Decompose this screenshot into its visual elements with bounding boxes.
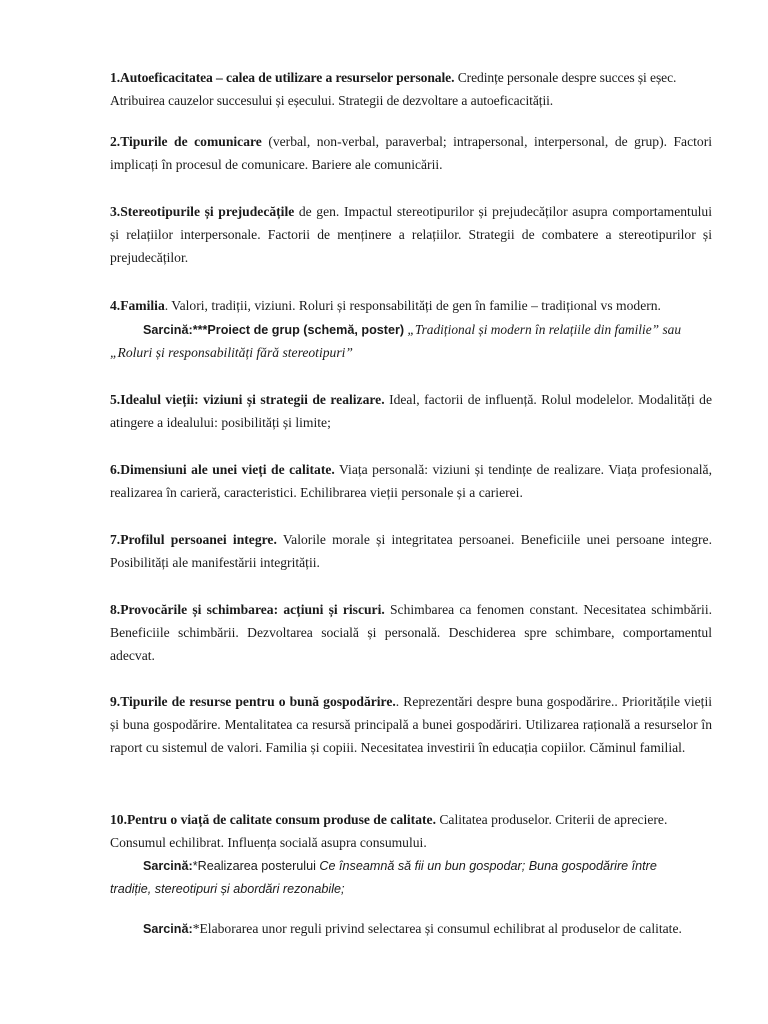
topic-4-text: . Valori, tradiții, viziuni. Roluri și responsabilități de gen în familie – tradițional vs modern. [164, 298, 661, 313]
task-1-bold: ***Proiect de grup (schemă, poster) [192, 323, 405, 337]
topic-10 [110, 808, 712, 854]
topic-5 [110, 388, 712, 434]
topic-6 [110, 458, 712, 504]
topic-10-title: 10.Pentru o viață de calitate consum produse de calitate. [110, 812, 436, 827]
topic-8-title: 8.Provocările și schimbarea: acțiuni și riscuri. [110, 602, 385, 617]
topic-8-text: Schimbarea ca fenomen constant. Necesitatea schimbării. Beneficiile schimbării. Dezvoltarea socială și personală. Deschiderea spre schimbare, comportamentul adecvat. [110, 602, 712, 663]
topic-6-title: 6.Dimensiuni ale unei vieți de calitate. [110, 462, 335, 477]
topic-7-title: 7.Profilul persoanei integre. [110, 532, 277, 547]
task-2 [143, 855, 718, 878]
task-2-continuation: tradiție, stereotipuri și abordări rezonabile; [110, 882, 345, 896]
topic-4-title: 4.Familia [110, 298, 165, 313]
topic-8 [110, 598, 712, 667]
topic-4 [110, 294, 712, 317]
topic-1 [110, 66, 712, 112]
topic-2-text: (verbal, non-verbal, paraverbal; intrapersonal, interpersonal, de grup). Factori implicați în procesul de comunicare. Bariere ale comunicării. [110, 134, 712, 172]
topic-7-text: Valorile morale și integritatea persoanei. Beneficiile unei persoane integre. Posibilități ale manifestării integrității. [110, 532, 712, 570]
task-3-label: Sarcină: [143, 922, 193, 936]
topic-7 [110, 528, 712, 574]
topic-9-text: . Reprezentări despre buna gospodărire.. Prioritățile vieții și buna gospodărire. Mentalitatea ca resursă principală a bunei gospodăriri. Utilizarea rațională a resurselor în raport cu sistemul de valori. Familia și copiii. Necesitatea investirii în educația copiilor. Căminul familial. [110, 694, 712, 755]
task-1-italic-a: „Tradițional și modern în relațiile din familie” sau [404, 322, 682, 337]
task-2-label: Sarcină: [143, 859, 193, 873]
topic-2-title: 2.Tipurile de comunicare [110, 134, 262, 149]
task-3-text: *Elaborarea unor reguli privind selectarea și consumul echilibrat al produselor de calitate. [192, 921, 682, 936]
topic-3 [110, 200, 712, 269]
task-3 [143, 917, 718, 941]
topic-3-title: 3.Stereotipurile și prejudecățile [110, 204, 295, 219]
topic-9-title: 9.Tipurile de resurse pentru o bună gospodărire. [110, 694, 396, 709]
topic-3-text: de gen. Impactul stereotipurilor și prejudecăților asupra comportamentului și relațiilor interpersonale. Factorii de menținere a relațiilor. Strategii de combatere a stereotipurilor și prejudecăților. [110, 204, 712, 265]
topic-6-text: Viața personală: viziuni și tendințe de realizare. Viața profesională, realizarea în carieră, caracteristici. Echilibrarea vieții personale și a carierei. [110, 462, 712, 500]
topic-9 [110, 690, 712, 759]
topic-5-title: 5.Idealul vieții: viziuni și strategii de realizare. [110, 392, 385, 407]
topic-1-text: Credințe personale despre succes și eșec. Atribuirea cauzelor succesului și eșecului. Strategii de dezvoltare a autoeficacității. [110, 70, 677, 108]
topic-5-text: Ideal, factorii de influență. Rolul modelelor. Modalități de atingere a idealului: posibilități și limite; [110, 392, 712, 430]
topic-1-title: 1.Autoeficacitatea – calea de utilizare a resurselor personale. [110, 70, 455, 85]
task-1 [143, 318, 718, 342]
task-2-bold: *Realizarea posterului [192, 859, 316, 873]
task-1-continuation: „Roluri și responsabilități fără stereotipuri” [110, 345, 353, 360]
topic-10-text: Calitatea produselor. Criterii de apreciere. Consumul echilibrat. Influența socială asupra consumului. [110, 812, 668, 850]
topic-2 [110, 130, 712, 176]
task-2-italic-a: Ce înseamnă să fii un bun gospodar; Buna gospodărire între [315, 859, 657, 873]
task-1-label: Sarcină: [143, 323, 193, 337]
